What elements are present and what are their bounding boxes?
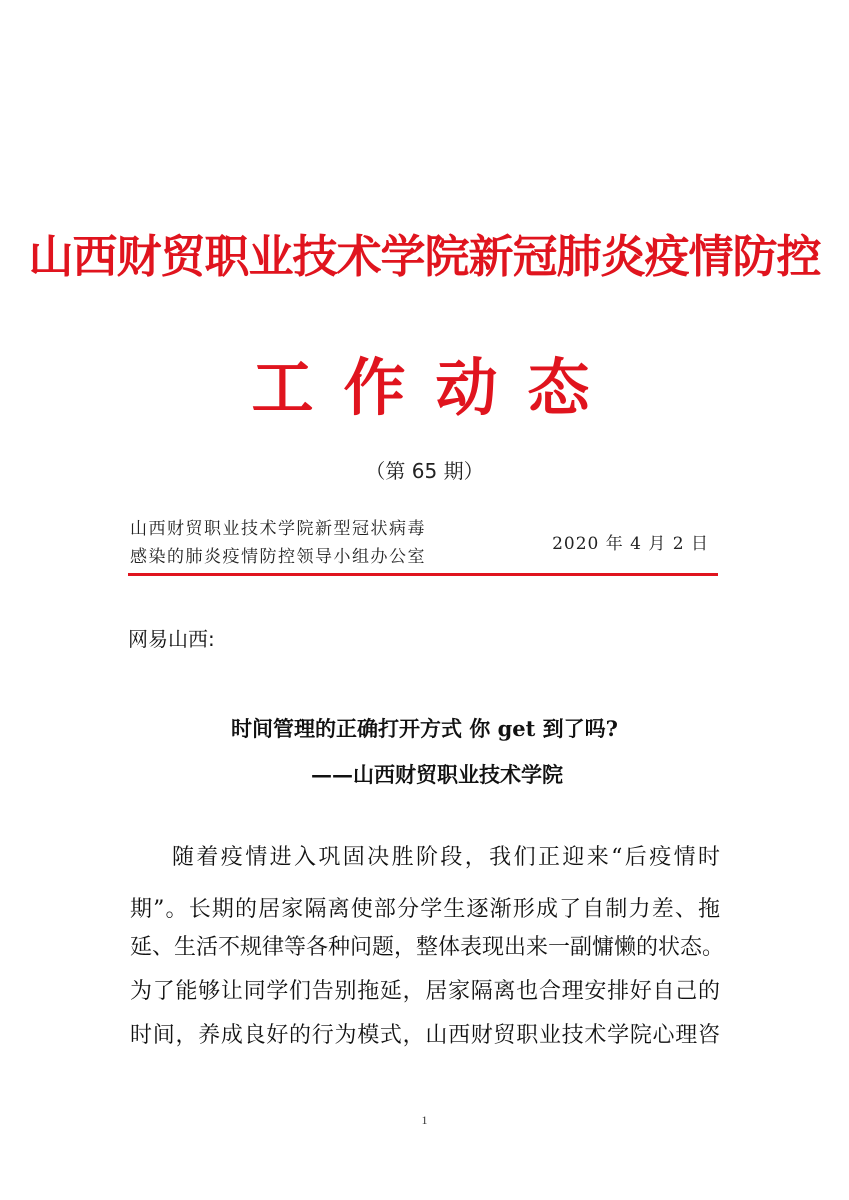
issuer-block: [130, 515, 426, 571]
body-line: 时间，养成良好的行为模式，山西财贸职业技术学院心理咨: [130, 1023, 720, 1048]
body-line: 期”。长期的居家隔离使部分学生逐渐形成了自制力差、拖: [130, 897, 720, 922]
page-number: 1: [421, 1113, 428, 1127]
body-line: 为了能够让同学们告别拖延，居家隔离也合理安排好自己的: [130, 979, 720, 1004]
article-title: 时间管理的正确打开方式 你 get 到了吗?: [231, 716, 618, 741]
issuer-line-2: 感染的肺炎疫情防控领导小组办公室: [130, 547, 426, 567]
red-divider: [128, 573, 718, 576]
source-label: 网易山西:: [128, 627, 215, 651]
body-line: 随着疫情进入巩固决胜阶段，我们正迎来“后疫情时: [172, 845, 720, 870]
issue-number: （第 65 期）: [365, 459, 484, 483]
issuer-line-1: 山西财贸职业技术学院新型冠状病毒: [130, 519, 426, 539]
issue-date: 2020 年 4 月 2 日: [552, 534, 709, 554]
masthead-org-title: 山西财贸职业技术学院新冠肺炎疫情防控: [28, 230, 821, 283]
article-subtitle: ——山西财贸职业技术学院: [311, 762, 563, 787]
body-line: 延、生活不规律等各种问题，整体表现出来一副慵懒的状态。: [130, 935, 725, 960]
bulletin-title: 工作动态: [251, 351, 620, 424]
